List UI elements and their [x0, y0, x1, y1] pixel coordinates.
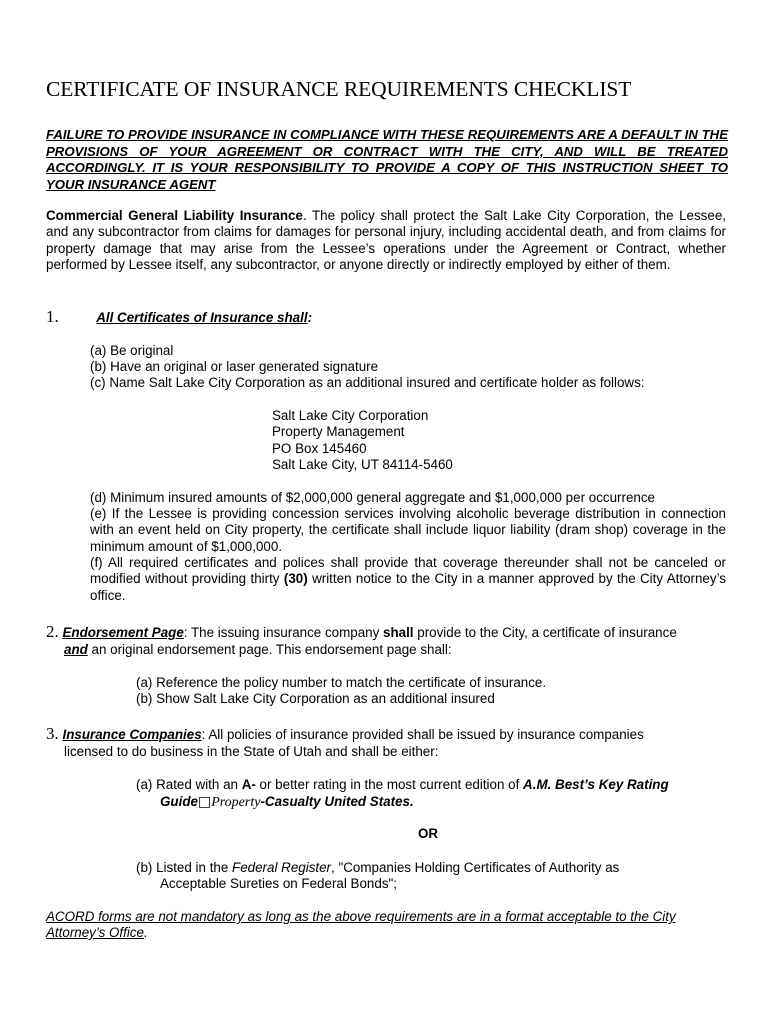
section-3-title: Insurance Companies	[62, 727, 202, 742]
section-2-title: Endorsement Page	[62, 625, 184, 640]
section-2-line-1: 2. Endorsement Page: The issuing insurance company shall provide to the City, a certificate of insurance	[46, 622, 677, 641]
section-3-line-1: 3. Insurance Companies: All policies of insurance provided shall be issued by insurance companies	[46, 724, 644, 743]
missing-glyph-box-icon: □	[197, 794, 212, 810]
section-1-item-a: (a) Be original	[90, 343, 174, 358]
section-3-line-2: licensed to do business in the State of Utah and shall be either:	[64, 744, 439, 759]
cgl-paragraph	[46, 208, 726, 273]
or-separator: OR	[418, 826, 439, 841]
section-2-number: 2.	[46, 622, 59, 641]
address-line-3: PO Box 145460	[272, 441, 367, 456]
page-title: CERTIFICATE OF INSURANCE REQUIREMENTS CHECKLIST	[46, 77, 632, 101]
section-3-number: 3.	[46, 724, 59, 743]
address-line-2: Property Management	[272, 424, 405, 439]
section-1-heading: 1. All Certificates of Insurance shall:	[46, 307, 313, 326]
section-3-item-a-line-1: (a) Rated with an A- or better rating in the most current edition of A.M. Best’s Key Rating	[136, 777, 669, 792]
section-1-item-c: (c) Name Salt Lake City Corporation as an additional insured and certificate holder as follows:	[90, 375, 645, 390]
address-line-1: Salt Lake City Corporation	[272, 408, 429, 423]
section-3-item-b-line-2: Acceptable Sureties on Federal Bonds";	[160, 876, 397, 891]
cgl-label: Commercial General Liability Insurance	[46, 208, 303, 223]
address-line-4: Salt Lake City, UT 84114-5460	[272, 457, 453, 472]
section-2-item-a: (a) Reference the policy number to match the certificate of insurance.	[136, 675, 547, 690]
section-3-item-a-line-2: Guide□Property-Casualty United States.	[160, 794, 414, 810]
cgl-text: . The policy shall protect the Salt Lake City Corporation, the Lessee, and any subcontractor from claims for damages for personal injury, including accidental death, and from claims for property damage that may arise from the Lessee’s operations under the Agreement or Contract, whether performed by Lessee itself, any subcontractor, or anyone directly or indirectly employed by either of them.	[46, 208, 726, 272]
section-3-item-b-line-1: (b) Listed in the Federal Register, "Companies Holding Certificates of Authority as	[136, 860, 620, 875]
acord-note-line-2: Attorney’s Office.	[46, 925, 148, 940]
section-1-item-e: (e) If the Lessee is providing concession services involving alcoholic beverage distribution in connection with an event held on City property, the certificate shall include liquor liability (dram shop) coverage in the minimum amount of $1,000,000.	[90, 506, 726, 554]
section-1-title: All Certificates of Insurance shall	[96, 310, 308, 325]
section-1-item-f: (f) All required certificates and polices shall provide that coverage thereunder shall not be canceled or modified without providing thirty (30) written notice to the City in a manner approved by the City Attorney’s office.	[90, 555, 726, 603]
section-2-line-2: and an original endorsement page. This endorsement page shall:	[64, 642, 452, 657]
section-2-item-b: (b) Show Salt Lake City Corporation as an additional insured	[136, 691, 495, 706]
section-1-item-d: (d) Minimum insured amounts of $2,000,000 general aggregate and $1,000,000 per occurrence	[90, 490, 655, 505]
acord-note-line-1: ACORD forms are not mandatory as long as the above requirements are in a format acceptable to the City	[46, 909, 676, 924]
section-1-item-b: (b) Have an original or laser generated signature	[90, 359, 379, 374]
default-warning: FAILURE TO PROVIDE INSURANCE IN COMPLIANCE WITH THESE REQUIREMENTS ARE A DEFAULT IN THE PROVISIONS OF YOUR AGREEMENT OR CONTRACT WITH THE CITY, AND WILL BE TREATED ACCORDINGLY. IT IS YOUR RESPONSIBILITY TO PROVIDE A COPY OF THIS INSTRUCTION SHEET TO YOUR INSURANCE AGENT	[46, 127, 728, 192]
section-1-number: 1.	[46, 307, 59, 326]
